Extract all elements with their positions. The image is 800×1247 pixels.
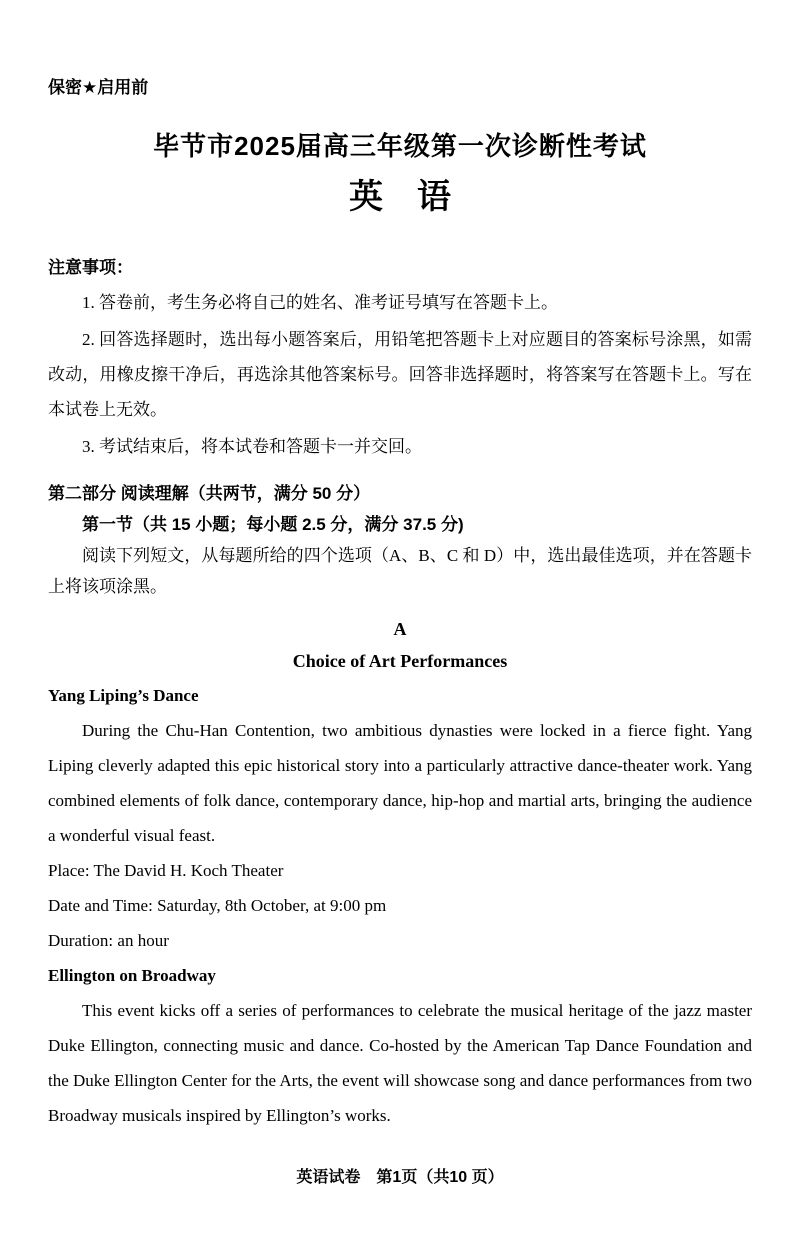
- event-duration: Duration: an hour: [48, 931, 169, 950]
- security-notice: 保密★启用前: [48, 78, 149, 97]
- event-description: This event kicks off a series of performances to celebrate the musical heritage of the jazz master Duke Ellington, connecting music and dance. Co-hosted by the American Tap Dance Foundation and the Duke Ellington Center for the Arts, the event will showcase song and dance performances from two Broadway musicals inspired by Ellington’s works.: [48, 1001, 752, 1125]
- event-heading-ellington: Ellington on Broadway: [48, 966, 216, 985]
- section-heading: 第一节（共 15 小题；每小题 2.5 分，满分 37.5 分): [82, 515, 464, 534]
- notice-heading: 注意事项：: [48, 258, 133, 277]
- event-block: [48, 678, 752, 958]
- reading-section: [48, 478, 752, 602]
- passage-label: A: [393, 619, 407, 639]
- notice-item-3: 3. 考试结束后，将本试卷和答题卡一并交回。: [82, 437, 422, 456]
- event-block: [48, 958, 752, 1133]
- part-heading: 第二部分 阅读理解（共两节，满分 50 分）: [48, 484, 371, 503]
- notice-item-2: 2. 回答选择题时，选出每小题答案后，用铅笔把答题卡上对应题目的答案标号涂黑，如需改动，用橡皮擦干净后，再选涂其他答案标号。回答非选择题时，将答案写在答题卡上。写在本试卷上无效。: [48, 330, 752, 419]
- subject-title: 英 语: [349, 178, 451, 216]
- page-footer: 英语试卷 第1页（共10 页）: [296, 1169, 504, 1186]
- event-heading-yang-liping: Yang Liping’s Dance: [48, 686, 199, 705]
- notice-section: [48, 250, 752, 464]
- passage-a: [48, 614, 752, 1133]
- notice-item-1: 1. 答卷前，考生务必将自己的姓名、准考证号填写在答题卡上。: [82, 293, 558, 312]
- event-place: Place: The David H. Koch Theater: [48, 861, 284, 880]
- event-date-time: Date and Time: Saturday, 8th October, at 9:00 pm: [48, 896, 387, 915]
- exam-title: 毕节市2025届高三年级第一次诊断性考试: [153, 131, 647, 161]
- event-description: During the Chu-Han Contention, two ambitious dynasties were locked in a fierce fight. Yang Liping cleverly adapted this epic historical story into a particularly attractive dance-theater work. Yang combined elements of folk dance, contemporary dance, hip-hop and martial arts, bringing the audience a wonderful visual feast.: [48, 721, 752, 845]
- passage-title: Choice of Art Performances: [292, 651, 508, 671]
- section-instructions: 阅读下列短文，从每题所给的四个选项（A、B、C 和 D）中，选出最佳选项，并在答题卡上将该项涂黑。: [48, 546, 752, 596]
